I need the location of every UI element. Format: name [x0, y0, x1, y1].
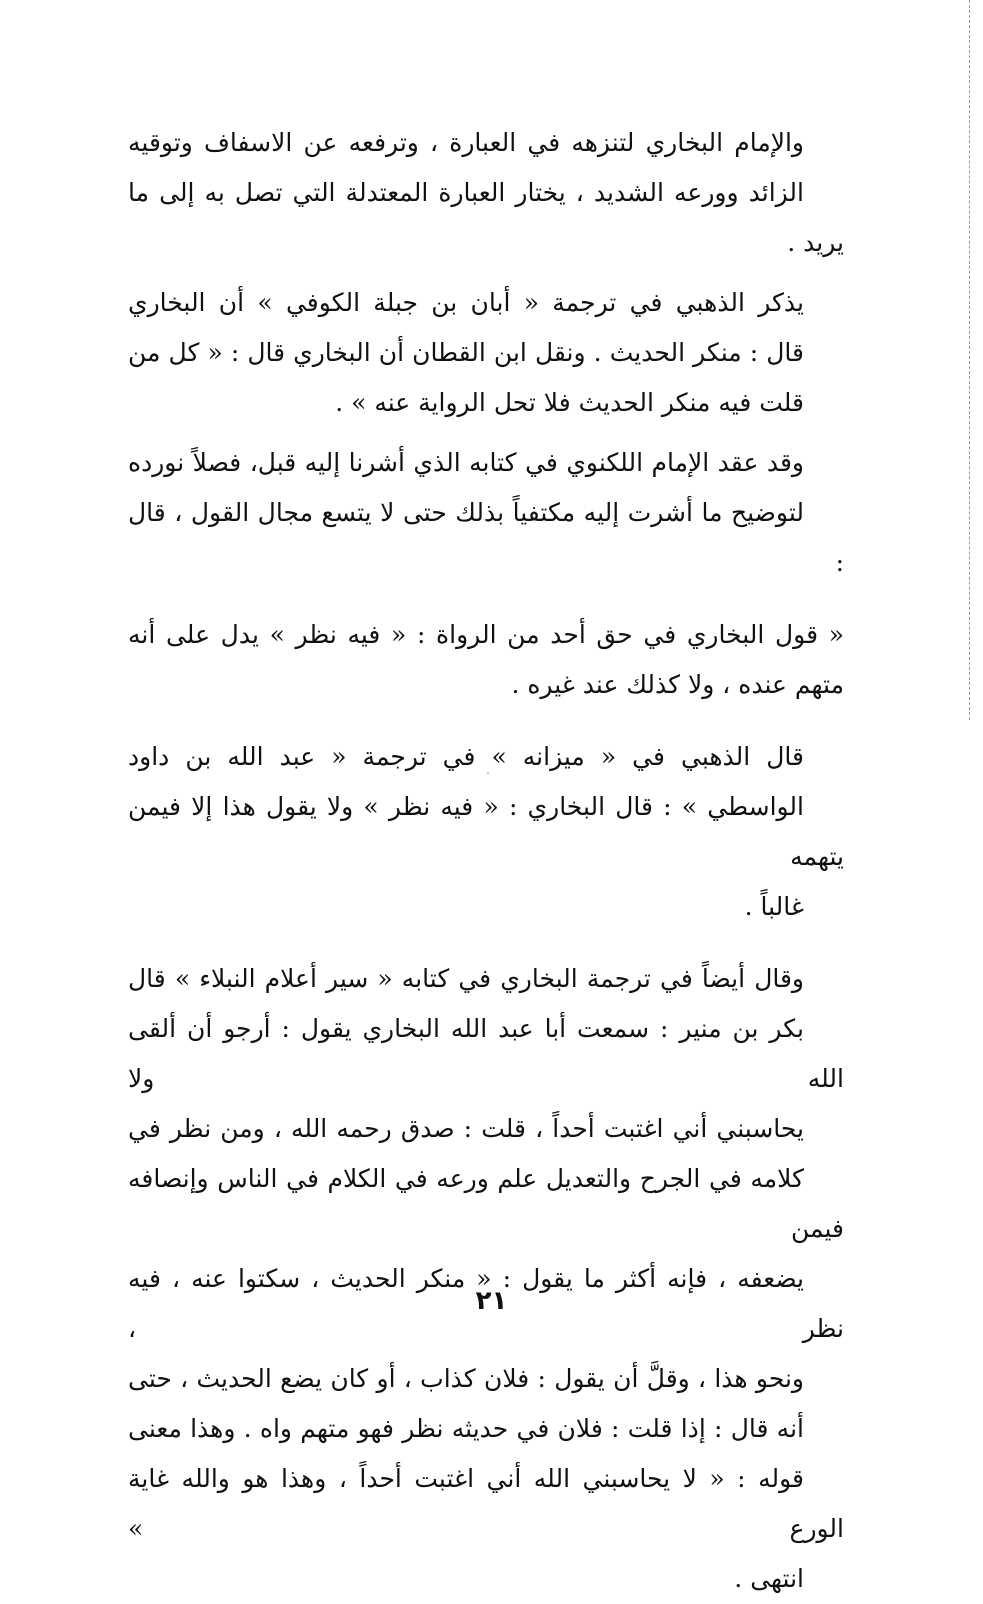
body-text [128, 118, 844, 1604]
paragraph-siyar [128, 954, 844, 1604]
text-line: قال : منكر الحديث . ونقل ابن القطان أن البخاري قال : « كل من [128, 338, 804, 367]
scan-edge-rule [969, 0, 970, 720]
text-line: قلت فيه منكر الحديث فلا تحل الرواية عنه » . [335, 388, 804, 417]
text-line: قوله : « لا يحاسبني الله أني اغتبت أحداً ، وهذا هو والله غاية الورع » [128, 1464, 844, 1543]
text-line: بكر بن منير : سمعت أبا عبد الله البخاري يقول : أرجو أن ألقى الله ولا [128, 1014, 844, 1093]
text-line: متهم عنده ، ولا كذلك عند غيره . [511, 670, 844, 699]
paragraph-dhahabi-aban [128, 278, 844, 428]
page-number: ٢١ [475, 1286, 508, 1316]
paragraph-bukhari-style [128, 118, 844, 268]
text-line: الزائد وورعه الشديد ، يختار العبارة المعتدلة التي تصل به إلى ما يريد . [128, 178, 844, 257]
text-line: أنه قال : إذا قلت : فلان في حديثه نظر فهو متهم واه . وهذا معنى [128, 1414, 804, 1443]
text-line: « قول البخاري في حق أحد من الرواة : « فيه نظر » يدل على أنه [128, 620, 844, 649]
paragraph-laknawi [128, 438, 844, 588]
paragraph-quotation [128, 610, 844, 710]
text-line: وقد عقد الإمام اللكنوي في كتابه الذي أشرنا إليه قبل، فصلاً نورده [128, 448, 804, 477]
text-line: كلامه في الجرح والتعديل علم ورعه في الكلام في الناس وإنصافه فيمن [128, 1164, 844, 1243]
text-line: الواسطي » : قال البخاري : « فيه نظر » ولا يقول هذا إلا فيمن يتهمه [128, 792, 844, 871]
text-line: يضعفه ، فإنه أكثر ما يقول : « منكر الحديث ، سكتوا عنه ، فيه نظر ، [128, 1264, 844, 1343]
text-line: انتهى . [734, 1564, 804, 1593]
text-line: غالباً . [744, 892, 804, 921]
text-line: لتوضيح ما أشرت إليه مكتفياً بذلك حتى لا يتسع مجال القول ، قال : [128, 498, 844, 577]
text-line: يحاسبني أني اغتبت أحداً ، قلت : صدق رحمه الله ، ومن نظر في [128, 1114, 804, 1143]
text-line: قال الذهبي في « ميزانه » في ترجمة « عبد الله بن داود [128, 742, 804, 771]
text-line: يذكر الذهبي في ترجمة « أبان بن جبلة الكوفي » أن البخاري [128, 288, 804, 317]
paragraph-mizan [128, 732, 844, 932]
text-line: وقال أيضاً في ترجمة البخاري في كتابه « سير أعلام النبلاء » قال [128, 964, 804, 993]
text-line: والإمام البخاري لتنزهه في العبارة ، وترفعه عن الاسفاف وتوقيه [128, 128, 804, 157]
text-line: ونحو هذا ، وقلَّ أن يقول : فلان كذاب ، أو كان يضع الحديث ، حتى [128, 1364, 804, 1393]
